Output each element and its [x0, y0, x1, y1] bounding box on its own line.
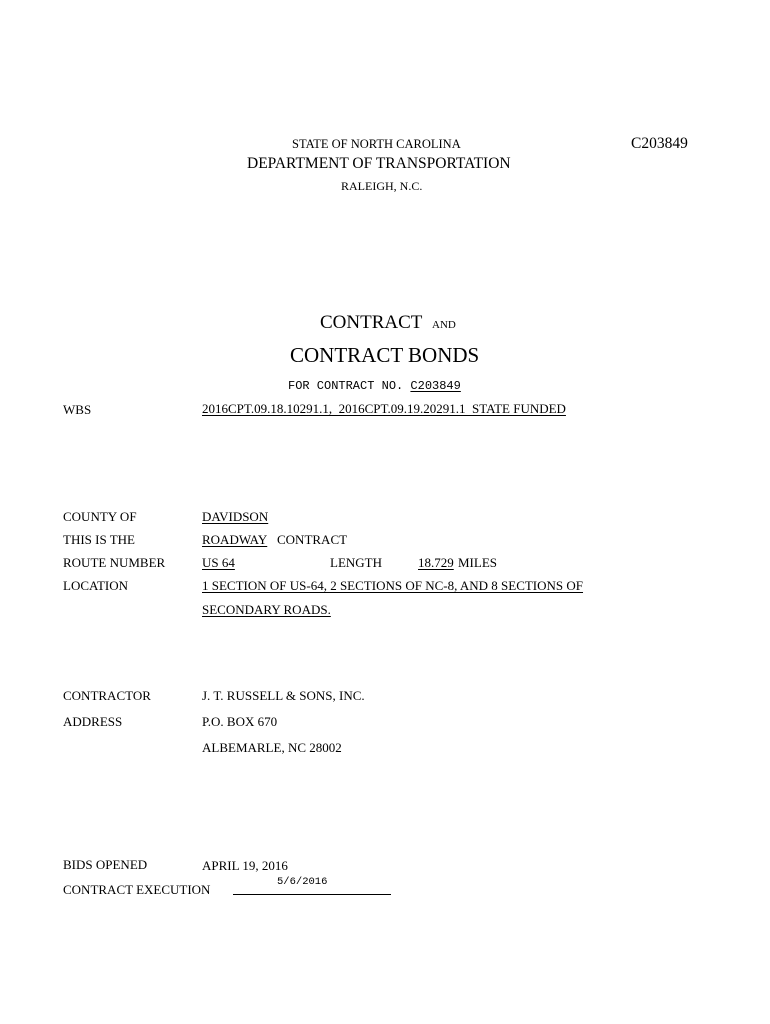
location-label: LOCATION: [63, 578, 128, 593]
bids-opened-label: BIDS OPENED: [63, 857, 148, 872]
address-label: ADDRESS: [63, 714, 123, 729]
execution-label: CONTRACT EXECUTION: [63, 882, 211, 897]
department-heading: DEPARTMENT OF TRANSPORTATION: [247, 155, 511, 172]
route-value: US 64: [202, 555, 235, 570]
wbs-value: 2016CPT.09.18.10291.1, 2016CPT.09.19.20291.1 STATE FUNDED: [202, 401, 566, 416]
contractor-name: J. T. RUSSELL & SONS, INC.: [202, 688, 365, 703]
location-line-2: SECONDARY ROADS.: [202, 602, 331, 617]
length-unit: MILES: [458, 555, 497, 570]
contract-id-corner: C203849: [631, 135, 688, 152]
this-is-label: THIS IS THE: [63, 532, 135, 547]
for-contract-prefix: FOR CONTRACT NO.: [288, 379, 411, 393]
for-contract-number: C203849: [410, 379, 461, 393]
execution-signature-line: [233, 876, 391, 895]
address-line-1: P.O. BOX 670: [202, 714, 278, 729]
contractor-label: CONTRACTOR: [63, 688, 151, 703]
contract-bonds-title: CONTRACT BONDS: [290, 343, 480, 367]
wbs-label: WBS: [63, 402, 92, 417]
and-word: AND: [432, 319, 456, 331]
county-value: DAVIDSON: [202, 509, 269, 524]
contract-type-value: ROADWAY: [202, 532, 268, 547]
length-label: LENGTH: [330, 555, 382, 570]
city-heading: RALEIGH, N.C.: [341, 179, 423, 193]
for-contract-line: [288, 379, 461, 393]
location-line-1: 1 SECTION OF US-64, 2 SECTIONS OF NC-8, AND 8 SECTIONS OF: [202, 578, 584, 593]
county-label: COUNTY OF: [63, 509, 137, 524]
address-line-2: ALBEMARLE, NC 28002: [202, 740, 342, 755]
bids-opened-value: APRIL 19, 2016: [202, 858, 288, 873]
length-value: 18.729: [418, 555, 454, 570]
execution-value: 5/6/2016: [277, 876, 328, 888]
route-label: ROUTE NUMBER: [63, 555, 166, 570]
state-heading: STATE OF NORTH CAROLINA: [292, 137, 461, 151]
contract-type-suffix: CONTRACT: [277, 532, 348, 547]
contract-title: CONTRACT: [320, 312, 423, 333]
